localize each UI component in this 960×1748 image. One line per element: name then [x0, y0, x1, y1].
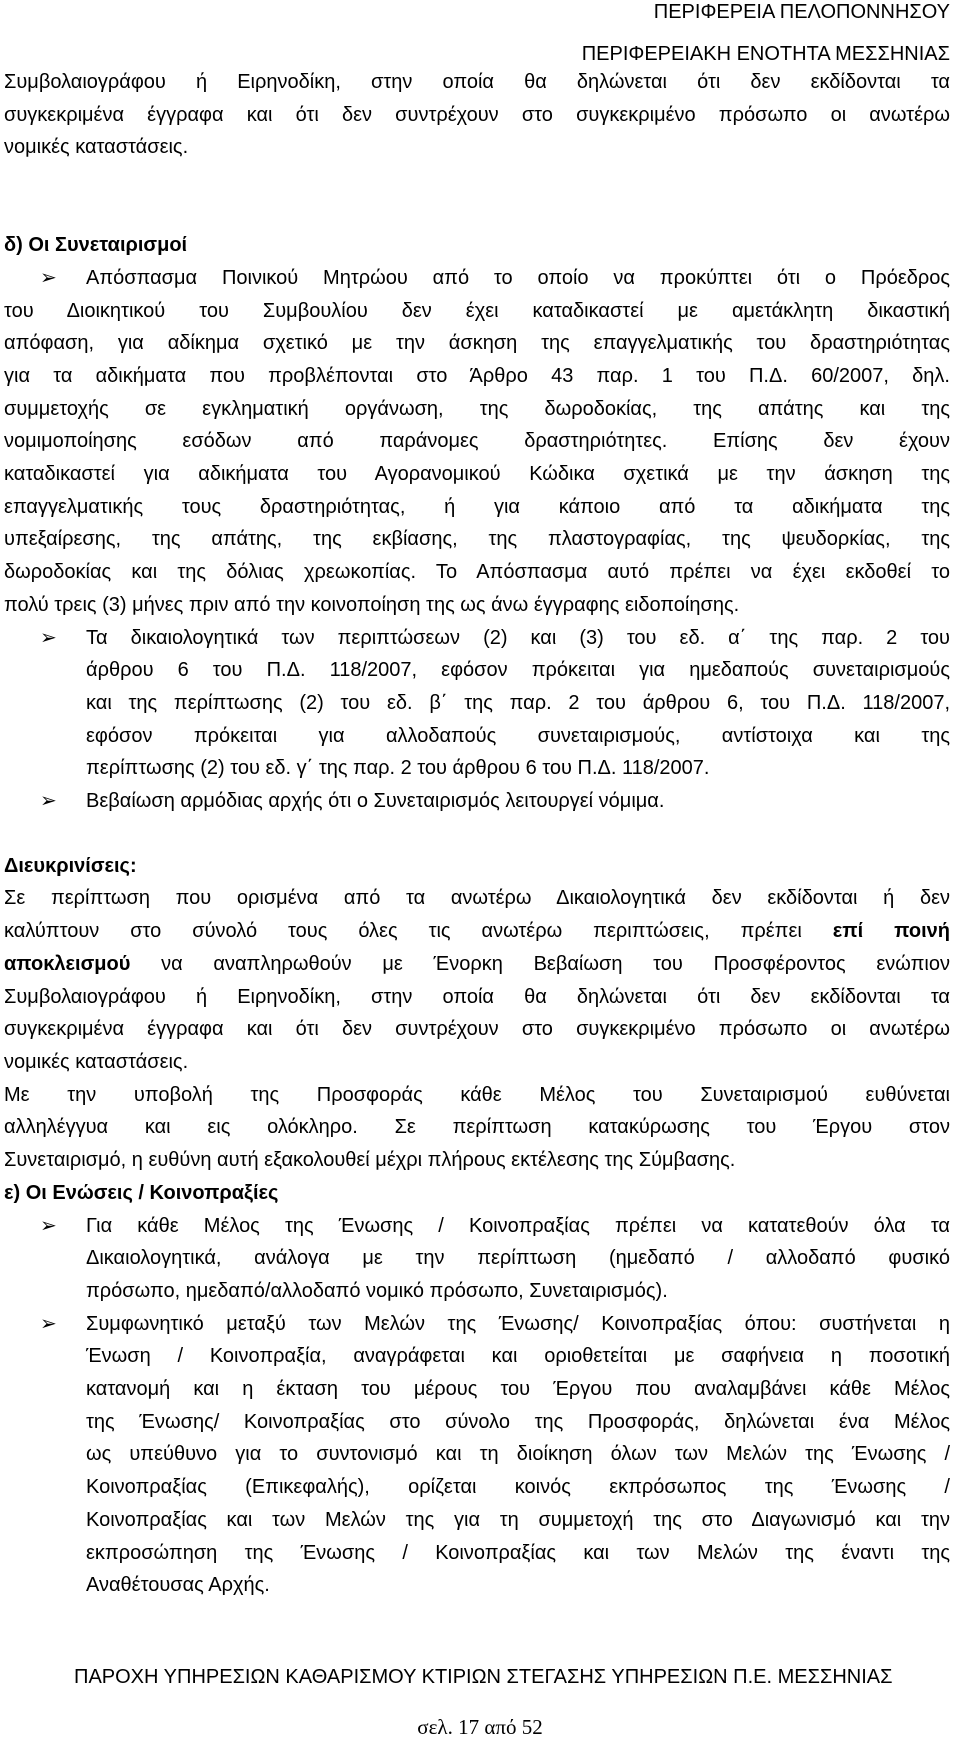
bullet-text: Δικαιολογητικά, ανάλογα με την περίπτωση (ημεδαπό / αλλοδαπό φυσικό	[86, 1247, 950, 1270]
bullet-text: Αναθέτουσας Αρχής.	[86, 1574, 270, 1597]
bullet-text: Τα δικαιολογητικά των περιπτώσεων (2) και (3) του εδ. α΄ της παρ. 2 του	[86, 626, 950, 649]
bullet-text: Ένωση / Κοινοπραξία, αναγράφεται και οριοθετείται με σαφήνεια η ποσοτική	[86, 1345, 950, 1368]
paragraph-line: Σε περίπτωση που ορισμένα από τα ανωτέρω Δικαιολογητικά δεν εκδίδονται ή δεν	[4, 887, 950, 910]
footer-title: ΠΑΡΟΧΗ ΥΠΗΡΕΣΙΩΝ ΚΑΘΑΡΙΣΜΟΥ ΚΤΙΡΙΩΝ ΣΤΕΓΑΣΗΣ ΥΠΗΡΕΣΙΩΝ Π.Ε. ΜΕΣΣΗΝΙΑΣ	[74, 1666, 893, 1688]
intro-line: νομικές καταστάσεις.	[4, 136, 189, 159]
list-item	[4, 262, 950, 295]
bullet-text: άρθρου 6 του Π.Δ. 118/2007, εφόσον πρόκειται για ημεδαπούς συνεταιρισμούς	[86, 659, 950, 682]
clarifications-heading: Διευκρινίσεις:	[4, 854, 137, 877]
document-body	[4, 66, 950, 1602]
paragraph-line	[4, 948, 950, 981]
list-item	[4, 1210, 950, 1308]
paragraph-line: Με την υποβολή της Προσφοράς κάθε Μέλος του Συνεταιρισμού ευθύνεται	[4, 1083, 950, 1106]
emphasis-text: επί ποινή	[832, 920, 950, 943]
bullet-text: περίπτωσης (2) του εδ. γ΄ της παρ. 2 του άρθρου 6 του Π.Δ. 118/2007.	[86, 757, 710, 780]
paragraph-line: για τα αδικήματα που προβλέπονται στο Άρθρο 43 παρ. 1 του Π.Δ. 60/2007, δηλ.	[4, 364, 950, 387]
intro-line: Συμβολαιογράφου ή Ειρηνοδίκη, στην οποία θα δηλώνεται ότι δεν εκδίδονται τα	[4, 71, 950, 93]
arrow-bullet-icon: ➢	[40, 266, 57, 289]
bullet-text: Απόσπασμα Ποινικού Μητρώου από το οποίο να προκύπτει ότι ο Πρόεδρος	[86, 266, 950, 289]
intro-line: συγκεκριμένα έγγραφα και ότι δεν συντρέχουν στο συγκεκριμένο πρόσωπο οι ανωτέρω	[4, 103, 950, 126]
bullet-text: Κοινοπραξίας και των Μελών της για τη συμμετοχή της στο Διαγωνισμό και την	[86, 1508, 950, 1531]
bullet-text: Για κάθε Μέλος της Ένωσης / Κοινοπραξίας πρέπει να κατατεθούν όλα τα	[86, 1214, 950, 1237]
arrow-bullet-icon: ➢	[40, 790, 57, 813]
arrow-bullet-icon: ➢	[40, 1312, 57, 1335]
list-item	[4, 1308, 950, 1602]
bullet-text: ως υπεύθυνο για το συντονισμό και τη διοίκηση όλων των Μελών της Ένωσης /	[86, 1443, 950, 1466]
header-unit: ΠΕΡΙΦΕΡΕΙΑΚΗ ΕΝΟΤΗΤΑ ΜΕΣΣΗΝΙΑΣ	[581, 43, 950, 65]
bullet-text: Συμφωνητικό μεταξύ των Μελών της Ένωσης/ Κοινοπραξίας όπου: συστήνεται η	[86, 1312, 950, 1335]
paragraph-line: συμμετοχής σε εγκληματική οργάνωση, της δωροδοκίας, της απάτης και της	[4, 397, 950, 420]
bullet-text: Κοινοπραξίας (Επικεφαλής), ορίζεται κοινός εκπρόσωπος της Ένωσης /	[86, 1476, 950, 1499]
paragraph-line: καταδικαστεί για αδικήματα του Αγορανομικού Κώδικα σχετικά με την άσκηση της	[4, 463, 950, 486]
page-number: σελ. 17 από 52	[417, 1715, 543, 1739]
section-d-heading: δ) Οι Συνεταιρισμοί	[4, 234, 188, 257]
bullet-text: Βεβαίωση αρμόδιας αρχής ότι ο Συνεταιρισμός λειτουργεί νόμιμα.	[86, 790, 665, 813]
bullet-text: κατανομή και η έκταση του μέρους του Έργου που αναλαμβάνει κάθε Μέλος	[86, 1378, 950, 1401]
paragraph-line: επαγγελματικής τους δραστηριότητας, ή για κάποιο από τα αδικήματα της	[4, 495, 950, 518]
paragraph-text: καλύπτουν στο σύνολό τους όλες τις ανωτέρω περιπτώσεις, πρέπει	[4, 920, 833, 943]
paragraph-line: Συνεταιρισμό, η ευθύνη αυτή εξακολουθεί μέχρι πλήρους εκτέλεσης της Σύμβασης.	[4, 1149, 736, 1172]
bullet-text: και της περίπτωσης (2) του εδ. β΄ της παρ. 2 του άρθρου 6, του Π.Δ. 118/2007,	[86, 691, 950, 714]
paragraph-line: απόφαση, για αδίκημα σχετικό με την άσκηση της επαγγελματικής του δραστηριότητας	[4, 332, 950, 355]
paragraph-line: αλληλέγγυα και εις ολόκληρο. Σε περίπτωση κατακύρωσης του Έργου στον	[4, 1116, 950, 1139]
arrow-bullet-icon: ➢	[40, 626, 57, 649]
paragraph-line: δωροδοκίας και της δόλιας χρεωκοπίας. Το Απόσπασμα αυτό πρέπει να έχει εκδοθεί το	[4, 561, 950, 584]
emphasis-text: αποκλεισμού	[4, 952, 131, 975]
bullet-text: εκπροσώπηση της Ένωσης / Κοινοπραξίας και των Μελών της έναντι της	[86, 1541, 950, 1564]
bullet-text: πρόσωπο, ημεδαπό/αλλοδαπό νομικό πρόσωπο, Συνεταιρισμός).	[86, 1279, 668, 1302]
paragraph-text: να αναπληρωθούν με Ένορκη Βεβαίωση του Προσφέροντος ενώπιον	[130, 952, 950, 975]
paragraph-line	[4, 915, 950, 948]
list-item	[4, 622, 950, 786]
bullet-text: εφόσον πρόκειται για αλλοδαπούς συνεταιρισμούς, αντίστοιχα και της	[86, 724, 950, 747]
header-region: ΠΕΡΙΦΕΡΕΙΑ ΠΕΛΟΠΟΝΝΗΣΟΥ	[653, 1, 950, 23]
paragraph-line: πολύ τρεις (3) μήνες πριν από την κοινοποίηση της ως άνω έγγραφης ειδοποίησης.	[4, 593, 740, 616]
arrow-bullet-icon: ➢	[40, 1214, 57, 1237]
paragraph-line: υπεξαίρεσης, της απάτης, της εκβίασης, της πλαστογραφίας, της ψευδορκίας, της	[4, 528, 950, 551]
paragraph-line: νομικές καταστάσεις.	[4, 1050, 189, 1073]
paragraph-line: του Διοικητικού του Συμβουλίου δεν έχει καταδικαστεί με αμετάκλητη δικαστική	[4, 299, 950, 322]
paragraph-line: Συμβολαιογράφου ή Ειρηνοδίκη, στην οποία θα δηλώνεται ότι δεν εκδίδονται τα	[4, 985, 950, 1008]
bullet-text: της Ένωσης/ Κοινοπραξίας στο σύνολο της Προσφοράς, δηλώνεται ένα Μέλος	[86, 1410, 950, 1433]
paragraph-line: συγκεκριμένα έγγραφα και ότι δεν συντρέχουν στο συγκεκριμένο πρόσωπο οι ανωτέρω	[4, 1018, 950, 1041]
section-e-heading: ε) Οι Ενώσεις / Κοινοπραξίες	[4, 1181, 279, 1204]
list-item	[4, 785, 950, 818]
paragraph-line: νομιμοποίησης εσόδων από παράνομες δραστηριότητες. Επίσης δεν έχουν	[4, 430, 950, 453]
